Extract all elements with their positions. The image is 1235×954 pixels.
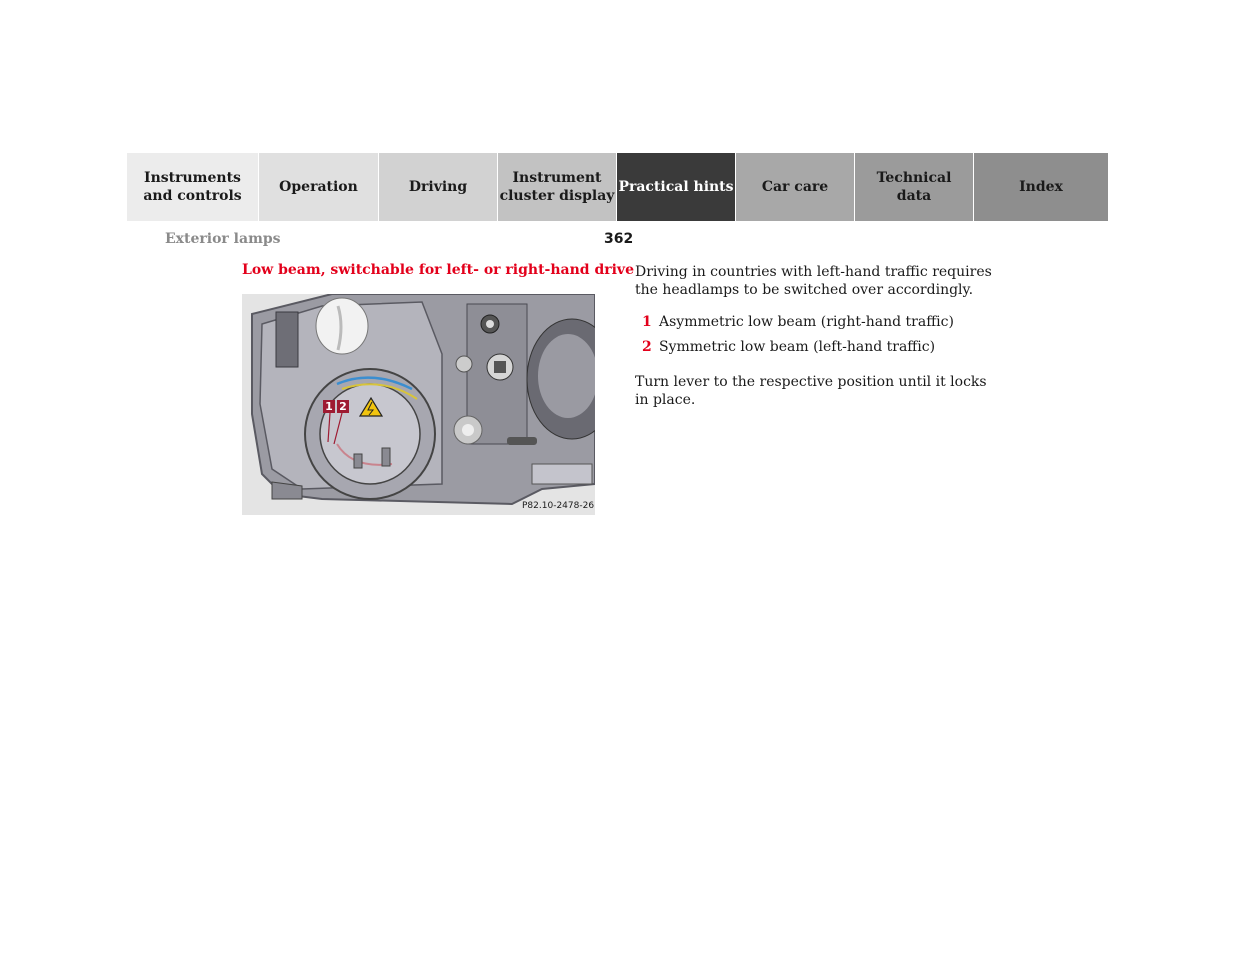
tab-practical-hints[interactable]: [617, 153, 736, 221]
tab-label: Index: [1019, 179, 1063, 195]
headlamp-illustration: [242, 294, 595, 515]
callout-1: 1: [323, 400, 335, 413]
page-heading: Low beam, switchable for left- or right-hand drive: [242, 262, 634, 278]
top-navigation: [127, 153, 1108, 221]
tab-technical-data[interactable]: [855, 153, 974, 221]
tab-car-care[interactable]: [736, 153, 855, 221]
tab-label: Technical data: [876, 170, 952, 204]
intro-paragraph: Driving in countries with left-hand traffic requires the headlamps to be switched over accordingly.: [635, 264, 992, 298]
item-text: Asymmetric low beam (right-hand traffic): [659, 314, 954, 330]
tab-label: Practical hints: [618, 179, 734, 195]
tab-label: Operation: [279, 179, 358, 195]
tab-operation[interactable]: [259, 153, 379, 221]
tab-instrument-cluster-display[interactable]: [498, 153, 617, 221]
item-number: 1: [642, 314, 652, 330]
tab-instruments-and-controls[interactable]: [127, 153, 259, 221]
tab-label: Instrument cluster display: [499, 170, 615, 204]
item-text: Symmetric low beam (left-hand traffic): [659, 339, 936, 355]
tab-label: Instruments and controls: [143, 170, 242, 204]
headlamp-drawing: [242, 294, 595, 515]
tab-index[interactable]: [974, 153, 1108, 221]
instruction-paragraph: Turn lever to the respective position until it locks in place.: [635, 374, 987, 408]
section-title: Exterior lamps: [165, 231, 281, 247]
tab-label: Driving: [408, 179, 468, 195]
list-item: [642, 339, 935, 355]
page-number: 362: [604, 231, 634, 247]
tab-driving[interactable]: [379, 153, 498, 221]
list-item: [642, 314, 954, 330]
item-number: 2: [642, 339, 652, 355]
tab-label: Car care: [761, 179, 829, 195]
figure-code: P82.10-2478-26: [522, 501, 595, 511]
callout-2: 2: [337, 400, 349, 413]
